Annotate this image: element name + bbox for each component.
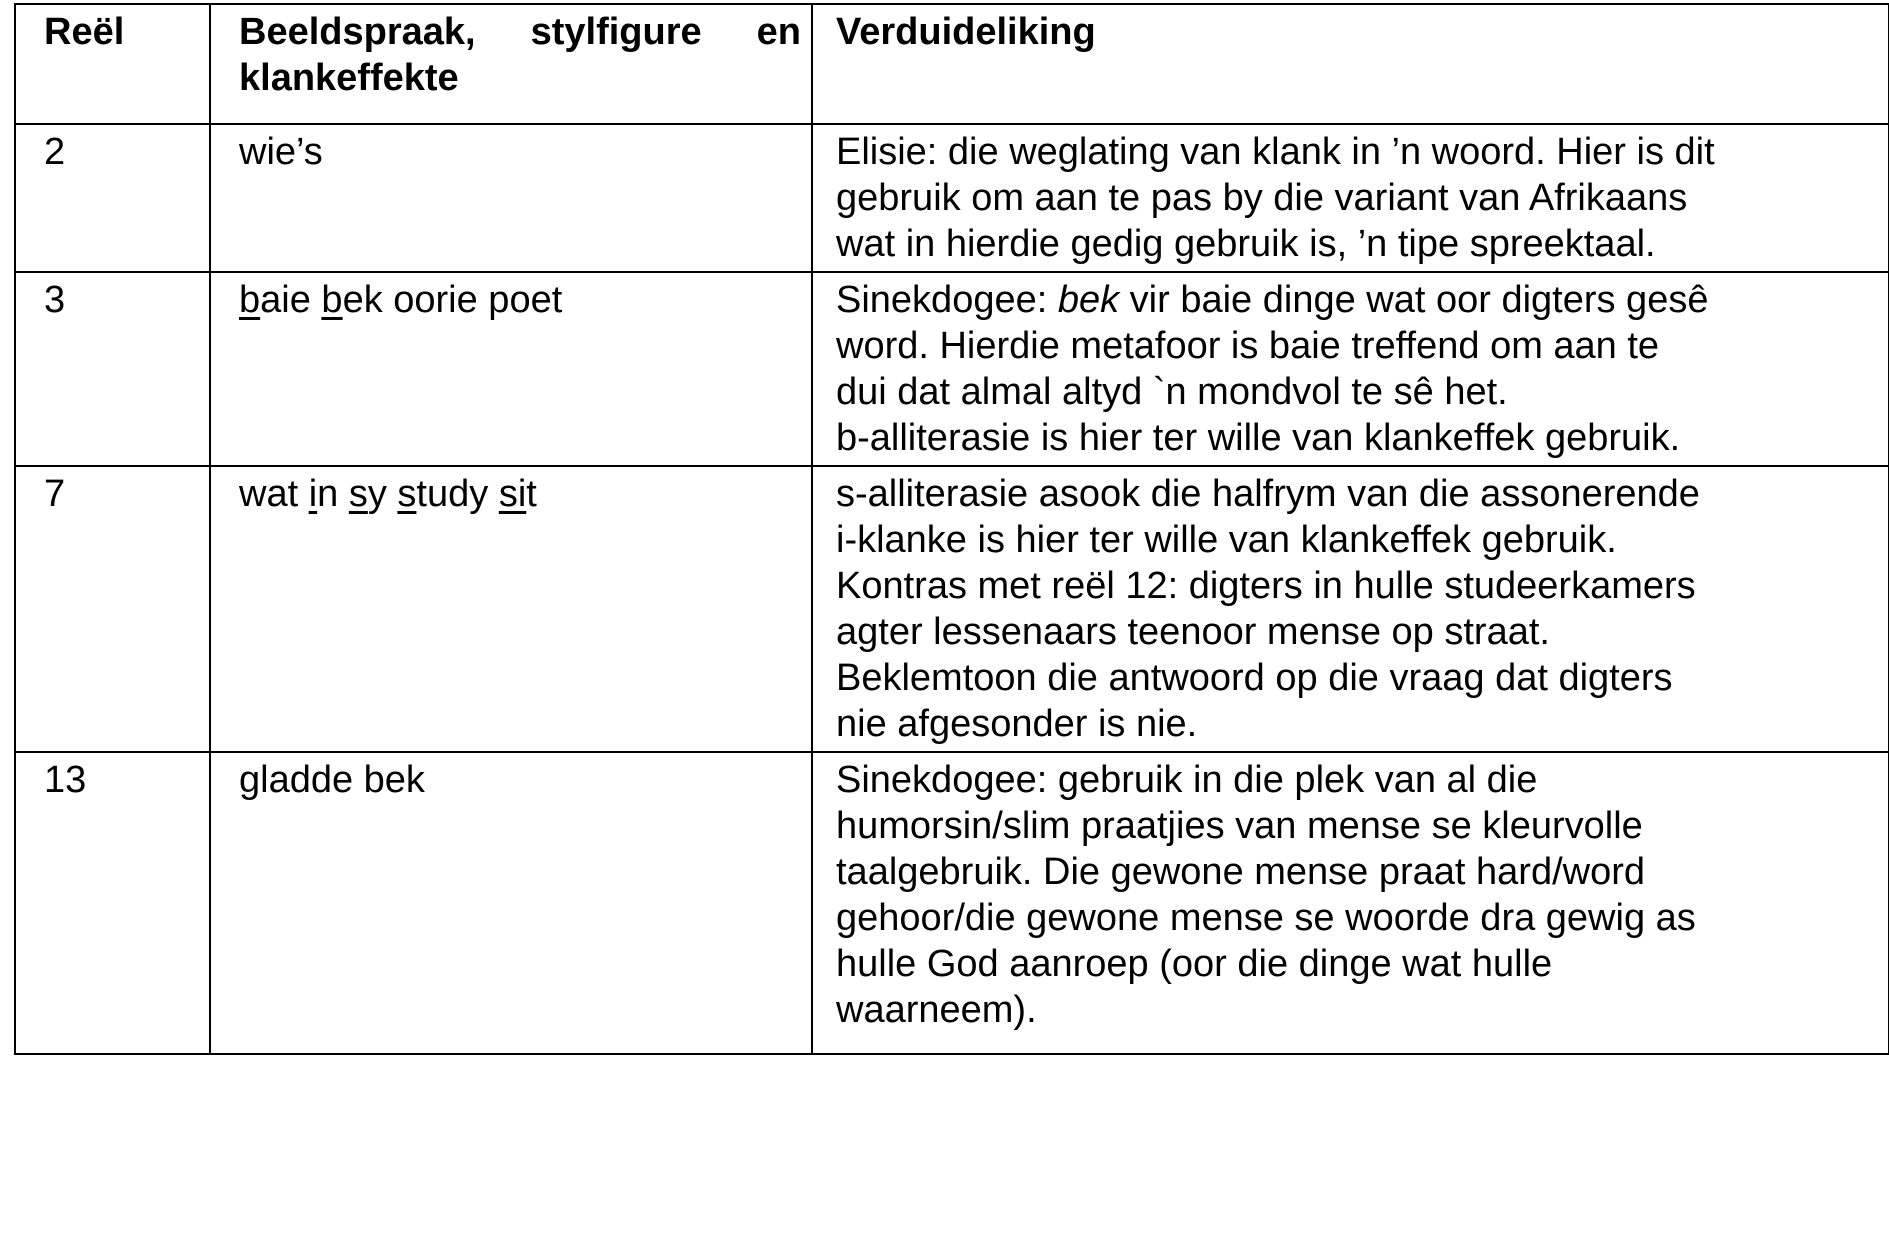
emphasised-word: bek bbox=[1057, 279, 1120, 321]
cell-explanation bbox=[812, 124, 1889, 272]
table-row bbox=[15, 752, 1889, 1054]
cell-figure: gladde bek bbox=[210, 752, 812, 1054]
figure-text: t bbox=[526, 473, 537, 515]
underlined-letter: s bbox=[348, 473, 368, 515]
cell-explanation bbox=[812, 466, 1889, 752]
figure-text: tudy bbox=[416, 473, 499, 515]
explanation-line: i-klanke is hier ter wille van klankeffek gebruik. bbox=[836, 519, 1617, 561]
cell-explanation bbox=[812, 752, 1889, 1054]
explanation-line: agter lessenaars teenoor mense op straat. bbox=[836, 611, 1550, 653]
header-figure bbox=[210, 4, 812, 124]
cell-figure bbox=[210, 466, 812, 752]
explanation-line: b-alliterasie is hier ter wille van klankeffek gebruik. bbox=[836, 417, 1681, 459]
cell-line-number: 2 bbox=[15, 124, 210, 272]
figure-text: aie bbox=[260, 279, 322, 321]
literary-analysis-table bbox=[14, 3, 1889, 1055]
cell-line-number: 13 bbox=[15, 752, 210, 1054]
header-line-number: Reël bbox=[15, 4, 210, 124]
explanation-line: s-alliterasie asook die halfrym van die assonerende bbox=[836, 473, 1700, 515]
explanation-line: gebruik om aan te pas by die variant van Afrikaans bbox=[836, 177, 1688, 219]
explanation-line: Beklemtoon die antwoord op die vraag dat digters bbox=[836, 657, 1673, 699]
figure-text: n bbox=[317, 473, 349, 515]
explanation-line: gehoor/die gewone mense se woorde dra gewig as bbox=[836, 897, 1696, 939]
explanation-line: humorsin/slim praatjies van mense se kleurvolle bbox=[836, 805, 1643, 847]
explanation-label: Sinekdogee: bbox=[836, 279, 1058, 321]
table-header-row bbox=[15, 4, 1889, 124]
explanation-line: dui dat almal altyd `n mondvol te sê het. bbox=[836, 371, 1508, 413]
explanation-line: Kontras met reël 12: digters in hulle studeerkamers bbox=[836, 565, 1696, 607]
underlined-letter: b bbox=[239, 279, 261, 321]
explanation-line: taalgebruik. Die gewone mense praat hard/word bbox=[836, 851, 1646, 893]
explanation-line: word. Hierdie metafoor is baie treffend om aan te bbox=[836, 325, 1660, 367]
cell-line-number: 3 bbox=[15, 272, 210, 466]
cell-line-number: 7 bbox=[15, 466, 210, 752]
header-figure-text: Beeldspraak, stylfigure en klankeffekte bbox=[239, 11, 801, 99]
cell-explanation bbox=[812, 272, 1889, 466]
underlined-letter: b bbox=[321, 279, 343, 321]
figure-text: wat bbox=[239, 473, 309, 515]
explanation-line: waarneem). bbox=[836, 989, 1037, 1031]
explanation-line bbox=[836, 277, 1880, 323]
table-row bbox=[15, 124, 1889, 272]
underlined-letter: i bbox=[308, 473, 318, 515]
explanation-line: Sinekdogee: gebruik in die plek van al die bbox=[836, 759, 1538, 801]
underlined-letter: si bbox=[498, 473, 527, 515]
explanation-line: Elisie: die weglating van klank in ’n woord. Hier is dit bbox=[836, 131, 1715, 173]
explanation-line: hulle God aanroep (oor die dinge wat hulle bbox=[836, 943, 1553, 985]
underlined-letter: s bbox=[397, 473, 417, 515]
table-row bbox=[15, 272, 1889, 466]
cell-continuation-space bbox=[836, 1033, 1880, 1049]
cell-figure bbox=[210, 272, 812, 466]
table-row bbox=[15, 466, 1889, 752]
cell-figure: wie’s bbox=[210, 124, 812, 272]
explanation-line: nie afgesonder is nie. bbox=[836, 703, 1198, 745]
explanation-text: vir baie dinge wat oor digters gesê bbox=[1119, 279, 1709, 321]
figure-text: ek oorie poet bbox=[342, 279, 563, 321]
explanation-line: wat in hierdie gedig gebruik is, ’n tipe spreektaal. bbox=[836, 223, 1656, 265]
header-explanation: Verduideliking bbox=[812, 4, 1889, 124]
figure-text: y bbox=[367, 473, 398, 515]
